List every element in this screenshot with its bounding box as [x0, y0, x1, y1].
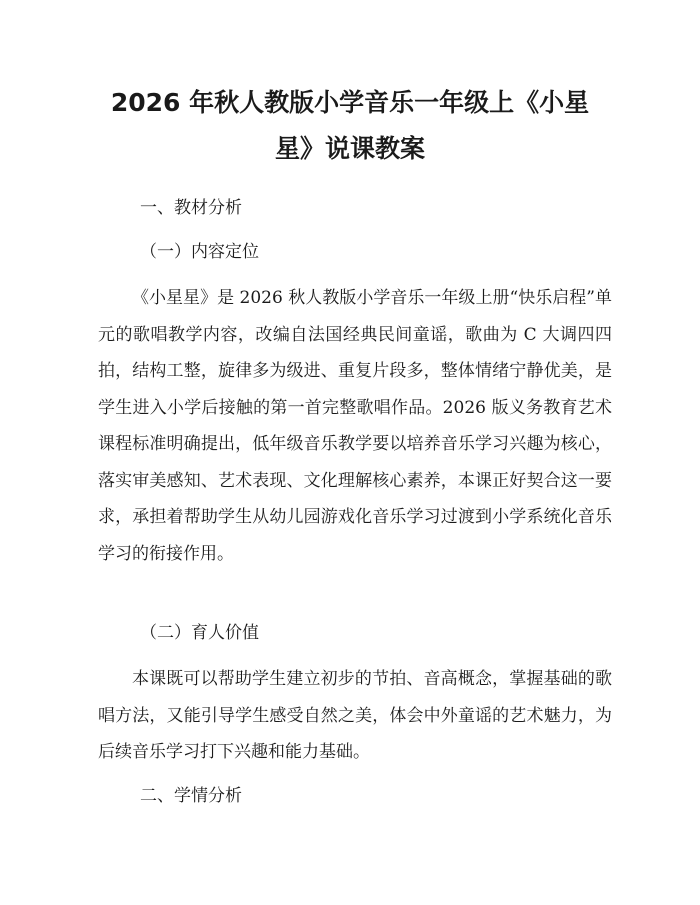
- subsection-heading-educational-value: （二）育人价值: [140, 623, 259, 643]
- paragraph-content-positioning: 《小星星》是 2026 秋人教版小学音乐一年级上册“快乐启程”单元的歌唱教学内容，改编自法国经典民间童谣，歌曲为 C 大调四四拍，结构工整，旋律多为级进、重复片段多，整体情绪宁静优美，是学生进入小学后接触的第一首完整歌唱作品。2026 版义务教育艺术课程标准明确提出，低年级音乐教学要以培养音乐学习兴趣为核心，落实审美感知、艺术表现、文化理解核心素养，本课正好契合这一要求，承担着帮助学生从幼儿园游戏化音乐学习过渡到小学系统化音乐学习的衔接作用。: [98, 288, 612, 564]
- document-title-line-1: 2026 年秋人教版小学音乐一年级上《小星: [110, 88, 590, 117]
- document-title-line-2: 星》说课教案: [274, 134, 425, 163]
- section-heading-teaching-material: 一、教材分析: [140, 198, 242, 218]
- paragraph-educational-value: 本课既可以帮助学生建立初步的节拍、音高概念，掌握基础的歌唱方法，又能引导学生感受自然之美，体会中外童谣的艺术魅力，为后续音乐学习打下兴趣和能力基础。: [98, 669, 612, 762]
- section-heading-student-analysis: 二、学情分析: [140, 786, 242, 806]
- subsection-heading-content-positioning: （一）内容定位: [140, 242, 259, 262]
